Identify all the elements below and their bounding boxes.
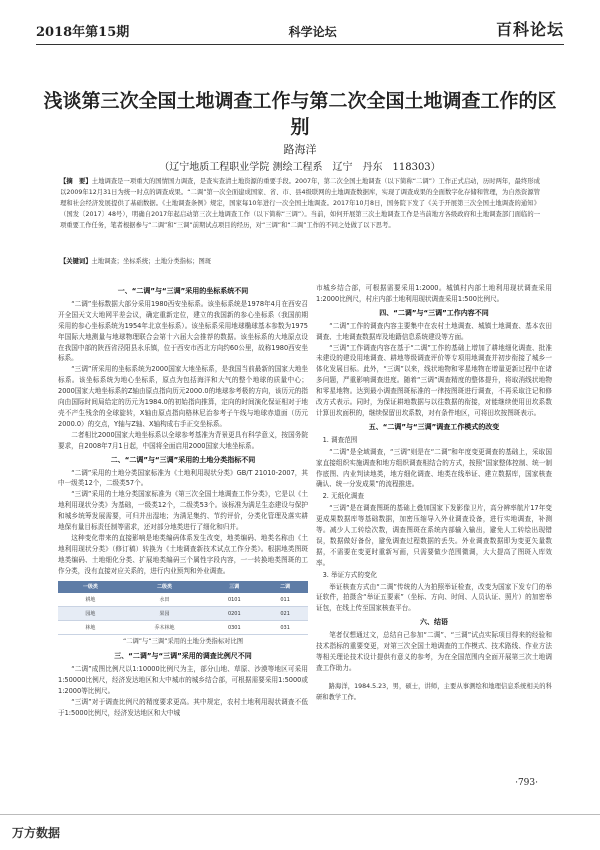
section-heading: 五、“二调”与“三调”调查工作模式的改变 <box>368 422 500 431</box>
table-row <box>58 607 308 621</box>
table-cell: 园地 <box>58 607 123 621</box>
table-header-cell: 三调 <box>206 581 262 594</box>
section-heading: 六、结语 <box>420 618 448 627</box>
table-cell: 0301 <box>206 621 262 635</box>
article-title: 浅谈第三次全国土地调查工作与第二次全国土地调查工作的区别 <box>43 90 557 138</box>
paragraph: “二调”是全域调查，“三调”则是在“二调”和年度变更调查的基础上，采取国家直接组织实施调查和地方组织调查相结合的方式，按照“国家整体控制、统一制作底图、内业判读地类，地方细化调查、地类在线举证、建立数据库，国家核查确认、统一分发成果”的流程推进。 <box>316 447 552 489</box>
table-header-row <box>58 581 308 594</box>
journal-brand: 百科论坛 <box>495 20 564 39</box>
table-cell: 011 <box>262 593 308 607</box>
paragraph: “二调”工作的调查内容主要集中在农村土地调查、城镇土地调查、基本农田调查、土地调查数据库及地籍信息系统建设等方面。 <box>316 321 552 341</box>
subheading: 3. 举证方式的变化 <box>322 570 378 579</box>
column-label: 科学论坛 <box>288 25 337 39</box>
table-caption: “二调”与“三调”采用的土地分类指标对比图 <box>122 638 244 646</box>
table-cell: 林地 <box>58 621 123 635</box>
land-class-table <box>58 581 308 636</box>
paragraph: 举证核查方式由“二调”传统的人为拍照举证检查，改变为国家下发专门的举证软件，拍摄含“举证五要素”（坐标、方向、时间、人员认证、照片）的加密举证包，在线上传至国家核查平台。 <box>316 582 552 613</box>
table-header-cell: 二调 <box>262 581 308 594</box>
paragraph: “二调”成图比例尺以1:10000比例尺为主，部分山地、草原、沙漠等地区可采用1:50000比例尺，经济发达地区和大中城市的城乡结合部，可根据需要采用1:5000或1:2000等比例尺。 <box>58 665 308 696</box>
paragraph: 市城乡结合部，可根据需要采用1:2000。城镇村内部土地利用现状调查采用1:2000比例尺，村庄内部土地利用现状调查采用1:500比例尺。 <box>316 284 552 303</box>
table-header-cell: 二级类 <box>123 581 207 594</box>
paragraph: “三调”采用的土地分类国家标准为《第三次全国土地调查工作分类》，它是以《土地利用现状分类》为基础，一级类12个，二级类53个。该标准为满足生态建设与保护和城乡统筹发展需要，可归并出湿地；为满足集约、节约评价，分类化管理及落实耕地保有量目标责任制等需求，还对部分地类进行了细化和归并。 <box>58 490 308 532</box>
keywords-label: 【关键词】 <box>60 258 92 265</box>
subheading: 1. 调查范围 <box>322 435 358 444</box>
keywords <box>60 256 540 267</box>
table-cell: 021 <box>262 607 308 621</box>
paragraph: “三调”对于调查比例尺的精度要求更高。其中规定，农村土地利用现状调查不低于1:5000比例尺，经济发达地区和大中城 <box>58 698 308 717</box>
subheading: 2. 无纸化调查 <box>322 492 364 501</box>
paragraph: “二调”坐标数据大部分采用1980西安坐标系。该坐标系统是1978年4月在西安召开全国天文大地网平差会议，确定重新定位，建立的我国新的参心坐标系（我国前期采用的参心坐标系统为1954年北京坐标系）。该坐标系采用地球椭球基本参数为1975年国际大地测量与地球物理联合会第十六届大会推荐的数据。该坐标系的大地原点设在我国中部的陕西省泾阳县永乐镇，位于西安市西北方向约60公里，故称1980西安坐标系。 <box>58 299 308 363</box>
page-number: ·793· <box>515 778 538 788</box>
paragraph: “三调”是在调查图斑的基础上叠加国家下发影像卫片，高分辨率航片17年变更成果数据库等基础数据，加密压缩导入外业调查设备，进行实地调查，补测等。减少人工转绘次数，调查图斑在系统内部输入输出，避免人工转绘出现错误，数据做好备份，避免调查过程数据的丢失。外业调查数据即为变更矢量数据，不需要在变更时重新写画，只需要做少范围微调，大大提高了图斑入库效率。 <box>316 504 552 567</box>
abstract-text: 土地调查是一项重大的国情国力调查，是查实查清土地资源的重要手段。2007年，第二次全国土地调查（以下简称“二调”）工作正式启动，历时两年，最终形成以2009年12月31日为统一时点的调查成果。“二调”第一次全面建成国家、省、市、县4级联网的土地调查数据库，实现了调查成果的全面数字化存储和管理，为自然资源管理和社会经济发展提供了基础数据。《土地调查条例》规定，国家每10年进行一次全国土地调查。2017年10月8日，国务院下发了《关于开展第三次全国土地调查的通知》（国发〔2017〕48号），明确自2017年起启动第三次土地调查工作（以下简称“三调”）。当前，如何开展第三次土地调查工作是当前地方各级政府和土地调查部门面临的一项重要工作任务，笔者根据参与“二调”和“三调”前期试点项目的经历，对“三调”和“二调”工作的不同之处做了以下思考。 <box>60 178 540 229</box>
running-header <box>36 18 564 40</box>
author-bio: 路海洋，1984.5.23，男，硕士，讲师，主要从事测绘和地理信息系统相关的科研和教学工作。 <box>316 682 552 701</box>
table-cell: 0201 <box>206 607 262 621</box>
section-heading: 三、“二调”与“三调”采用的调查比例尺不同 <box>114 652 252 661</box>
section-heading: 一、“二调”与“三调”采用的坐标系统不同 <box>117 287 249 295</box>
paragraph: 这种变化带来的直接影响是地类编码体系发生改变，地类编码、地类名称由《土地利用现状分类》（修订稿）转换为《土地调查新技术试点工作分类》。根据地类图斑地类编码、土地细化分类、扩展地类编码三个属性字段内容，一一转换地类图斑的工作分类，没有直接对应关系的，进行内业预判和外业调查。 <box>58 533 308 575</box>
paragraph: “二调”采用的土地分类国家标准为《土地利用现状分类》GB/T 21010-2007，其中一级类12个，二级类57个。 <box>58 468 308 488</box>
paragraph: 笔者仅想通过文，总结自己参加“二调”、“三调”试点实际项目得来的经验和技术指标的重要变更，对第三次全国土地调查的工作模式、技术路线、作业方法等相关理论技术设计提供有意义的参考，为在全国范围内全面开展第三次土地调查工作助力。 <box>316 631 552 672</box>
section-heading: 四、“二调”与“三调”工作内容不同 <box>379 308 489 317</box>
section-heading: 二、“二调”与“三调”采用的土地分类指标不同 <box>110 455 256 464</box>
table-cell: 水田 <box>123 593 207 607</box>
right-column <box>316 283 552 775</box>
paragraph: “三调”所采用的坐标系统为2000国家大地坐标系，是我国当前最新的国家大地坐标系。该坐标系统为地心坐标系，原点为包括海洋和大气的整个地球的质量中心；2000国家大地坐标系的Z轴由原点指向历元2000.0的地球参考极的方向，该历元的指向由国际时间局给定的历元为1984.0的初始指向推算，定向的时间演化保证相对于地壳不产生残余的全球旋转，X轴由原点指向格林尼治参考子午线与地球赤道面（历元2000.0）的交点，Y轴与Z轴、X轴构成右手正交坐标系。 <box>58 365 308 428</box>
table-header-cell: 一级类 <box>58 581 123 594</box>
issue-label: 2018年第15期 <box>36 25 130 40</box>
paragraph: “三调”工作调查内容在基于“二调”工作的基础上增加了耕地细化调查、批准未建设的建设用地调查、耕地等级调查评价等专项用地调查并初步衔接了城乡一体化发展目标。此外，“三调”以来，线状地物和零星地物在增量更新过程中在诸多问题，严重影响调查进度。随着“三调”调查精度的整体提升，将取消线状地物和零星地物。达到最小调查图斑标准的一律按图斑进行调查，不再采取注记和修改方式表示。同时，为保证耕地数据与以往数据的衔接，对能继续使用田坎系数计算田坎面积的，继续保留田坎系数，对有条件地区，可将田坎按图斑表示。 <box>316 343 552 417</box>
author-name: 路海洋 <box>283 143 317 156</box>
footer-divider <box>0 814 600 815</box>
wanfang-logo: 万方数据 <box>12 826 61 840</box>
table-cell: 0101 <box>206 593 262 607</box>
table-cell: 031 <box>262 621 308 635</box>
author-affiliation: （辽宁地质工程职业学院 测绘工程系 辽宁 丹东 118303） <box>159 162 441 173</box>
header-divider <box>36 44 564 45</box>
keywords-text: 土地调查；坐标系统；土地分类指标；图斑 <box>91 258 212 265</box>
table-cell: 果园 <box>123 607 207 621</box>
table-cell: 耕地 <box>58 593 123 607</box>
paragraph: 二者相比2000国家大地坐标系以全球参考基准为背景更具有科学意义，按国务院要求，自2008年7月1日起，中国将全面启用2000国家大地坐标系。 <box>58 430 308 450</box>
table-row <box>58 621 308 635</box>
abstract <box>60 176 540 231</box>
table-cell: 乔木林地 <box>123 621 207 635</box>
left-column <box>58 283 308 775</box>
table-row <box>58 593 308 607</box>
abstract-label: 【摘 要】 <box>60 178 92 185</box>
